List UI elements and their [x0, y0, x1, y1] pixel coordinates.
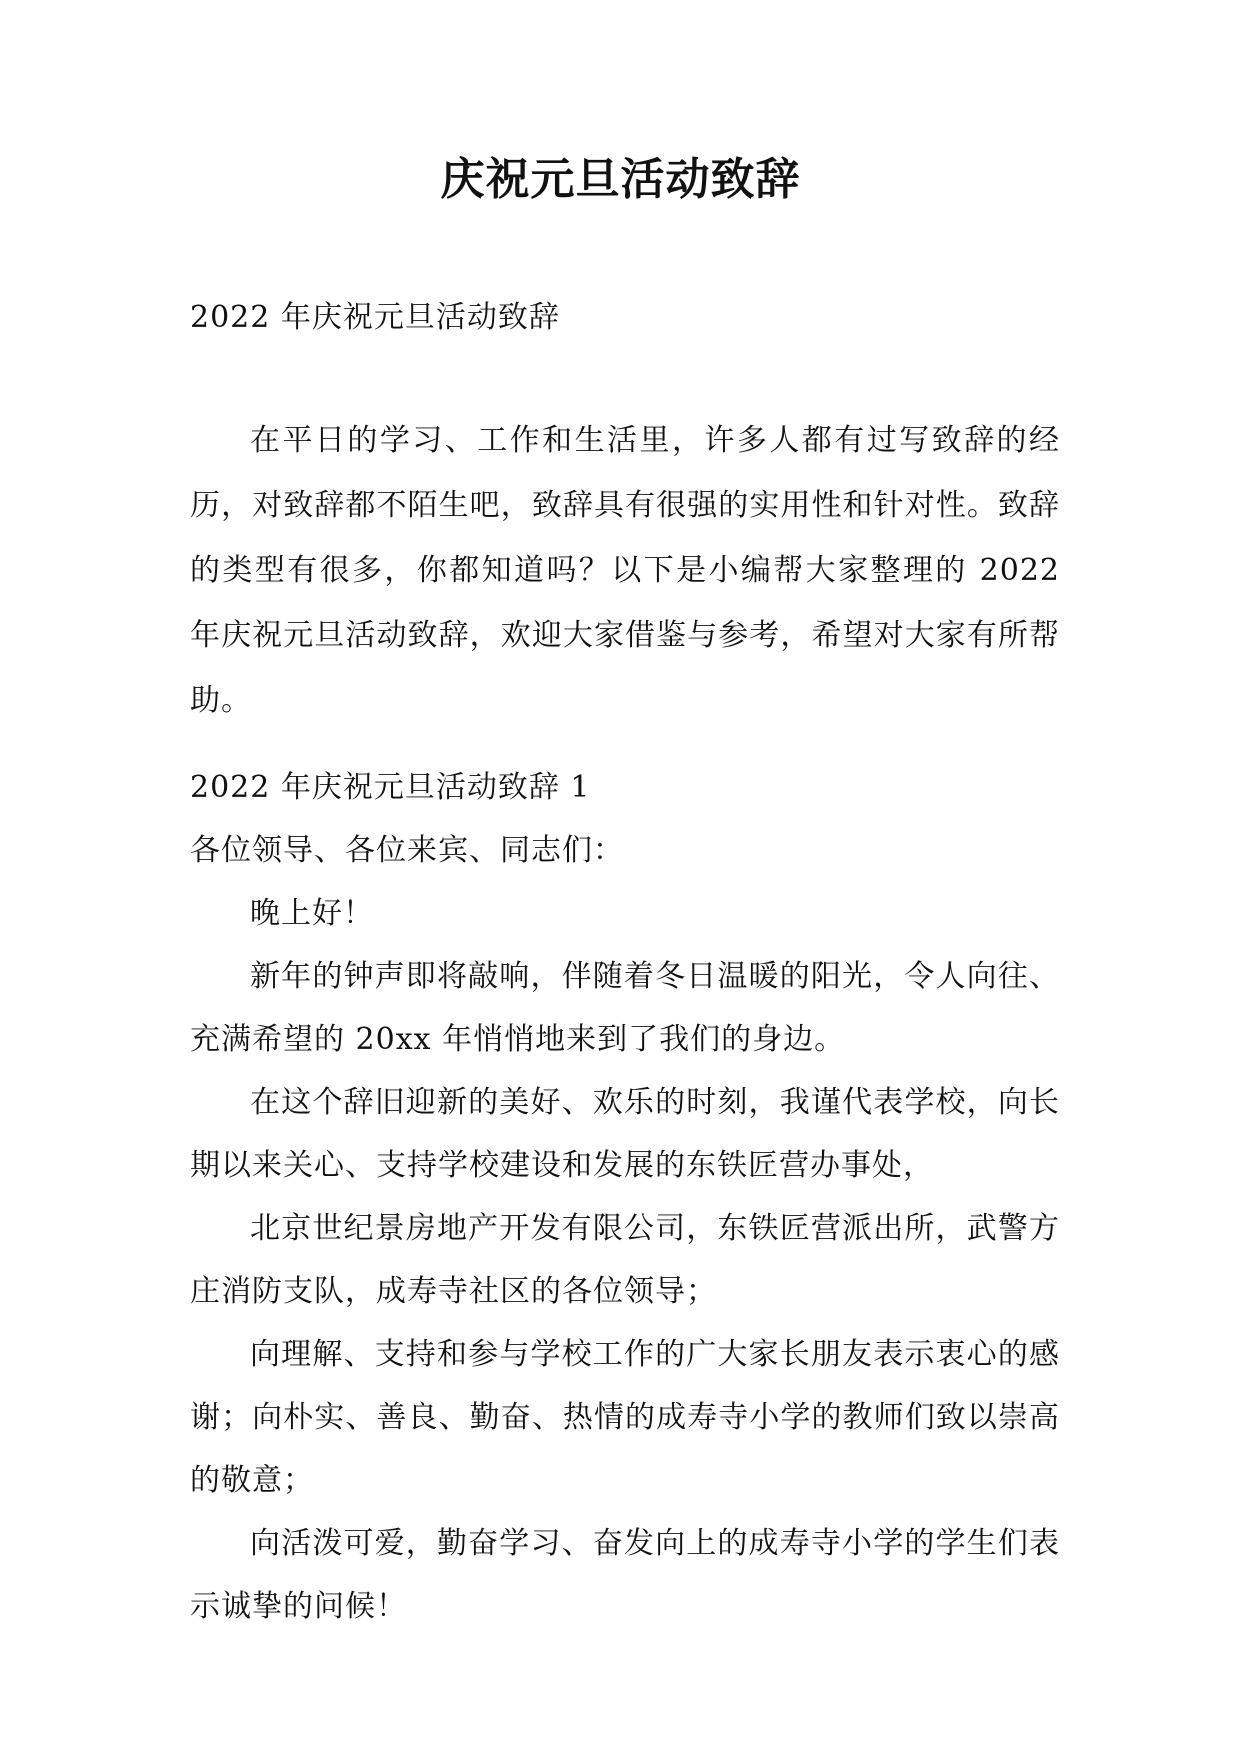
intro-paragraph: 在平日的学习、工作和生活里，许多人都有过写致辞的经历，对致辞都不陌生吧，致辞具有很强的实用性和针对性。致辞的类型有很多，你都知道吗？以下是小编帮大家整理的 2022 年庆祝元旦活动致辞，欢迎大家借鉴与参考，希望对大家有所帮助。 [190, 423, 1060, 718]
speech-paragraph-thanks-parents-teachers: 向理解、支持和参与学校工作的广大家长朋友表示衷心的感谢；向朴实、善良、勤奋、热情的成寿寺小学的教师们致以崇高的敬意； [190, 1337, 1060, 1498]
speech-section [190, 756, 1060, 1638]
document-subtitle: 2022 年庆祝元旦活动致辞 [190, 300, 560, 335]
speech-paragraph-greet-students: 向活泼可爱，勤奋学习、奋发向上的成寿寺小学的学生们表示诚挚的问候！ [190, 1526, 1060, 1624]
speech-paragraph-new-year: 新年的钟声即将敲响，伴随着冬日温暖的阳光，令人向往、充满希望的 20xx 年悄悄地来到了我们的身边。 [190, 959, 1060, 1057]
speech-heading: 2022 年庆祝元旦活动致辞 1 [190, 770, 591, 805]
speech-paragraph-thanks-office: 在这个辞旧迎新的美好、欢乐的时刻，我谨代表学校，向长期以来关心、支持学校建设和发展的东铁匠营办事处， [190, 1085, 1060, 1183]
speech-salutation: 各位领导、各位来宾、同志们： [190, 833, 624, 868]
document-title: 庆祝元旦活动致辞 [440, 154, 801, 205]
speech-paragraph-greeting: 晚上好！ [250, 896, 374, 931]
speech-paragraph-thanks-organizations: 北京世纪景房地产开发有限公司，东铁匠营派出所，武警方庄消防支队，成寿寺社区的各位领导； [190, 1211, 1060, 1309]
